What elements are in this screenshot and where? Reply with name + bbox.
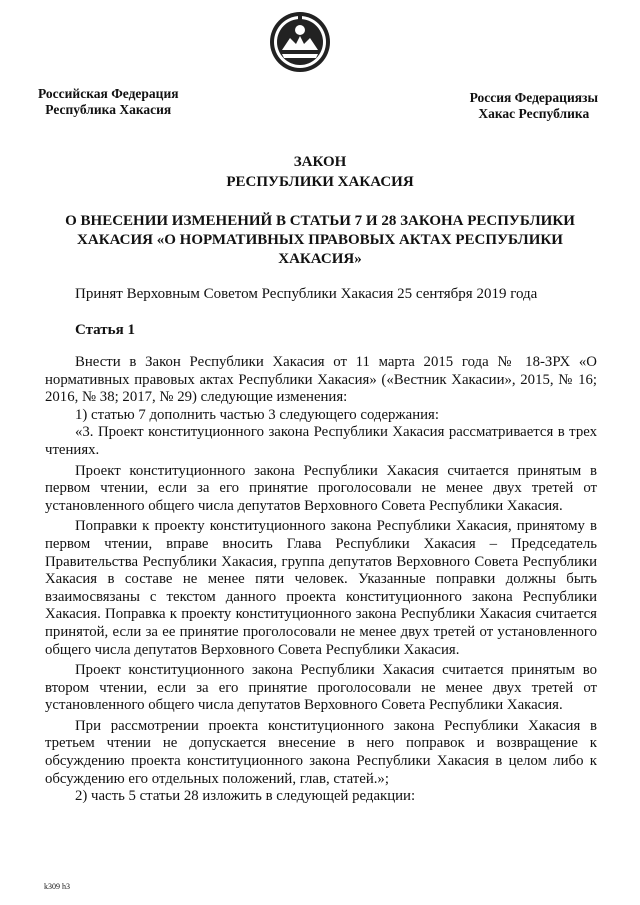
paragraph: Проект конституционного закона Республики Хакасия считается принятым в первом чтении, если за его принятие проголосовали не менее двух третей от установленного общего числа депутатов Верховного Совета Республики Хакасия. — [45, 462, 597, 514]
paragraph: Внести в Закон Республики Хакасия от 11 марта 2015 года № 18-ЗРХ «О нормативных правовых актах Республики Хакасия» («Вестник Хакасии», 2015, № 16; 2016, № 38; 2017, № 29) следующие изменения: — [45, 354, 597, 406]
paragraph: 2) часть 5 статьи 28 изложить в следующей редакции: — [75, 788, 416, 805]
header-left-line2: Республика Хакасия — [45, 102, 172, 117]
article-body — [45, 354, 597, 806]
coat-of-arms-icon — [268, 10, 332, 74]
header-right-line2: Хакас Республика — [478, 106, 590, 121]
law-title-region: РЕСПУБЛИКИ ХАКАСИЯ — [226, 174, 414, 190]
footer-code: k309 h3 — [44, 882, 70, 891]
paragraph: 1) статью 7 дополнить частью 3 следующего содержания: — [75, 406, 439, 423]
header-left — [38, 86, 179, 118]
header-left-line1: Российская Федерация — [38, 86, 179, 101]
paragraph: При рассмотрении проекта конституционного закона Республики Хакасия в третьем чтении не допускается внесение в него поправок и возвращение к обсуждению проекта конституционного закона Республики Хакасия в целом либо к обсуждению его отдельных положений, глав, статей.»; — [45, 717, 597, 787]
adoption-statement: Принят Верховным Советом Республики Хакасия 25 сентября 2019 года — [75, 286, 538, 302]
paragraph: Поправки к проекту конституционного закона Республики Хакасия, принятому в первом чтении, вправе вносить Глава Республики Хакасия – Председатель Правительства Республики Хакасия, группа депутатов Верховного Совета Республики Хакасия в составе не менее пяти человек. Указанные поправки должны быть взаимосвязаны с текстом данного проекта конституционного закона Республики Хакасия. Поправка к проекту конституционного закона Республики Хакасия считается принятой, если за ее принятие проголосовали не менее двух третей от установленного общего числа депутатов Верховного Совета Республики Хакасия. — [45, 518, 597, 658]
article-heading: Статья 1 — [75, 322, 135, 338]
header-right-line1: Россия Федерациязы — [469, 90, 598, 105]
paragraph: «3. Проект конституционного закона Республики Хакасия рассматривается в трех чтениях. — [45, 424, 597, 458]
law-subtitle: О ВНЕСЕНИИ ИЗМЕНЕНИЙ В СТАТЬИ 7 И 28 ЗАКОНА РЕСПУБЛИКИ ХАКАСИЯ «О НОРМАТИВНЫХ ПРАВОВЫХ АКТАХ РЕСПУБЛИКИ ХАКАСИЯ» — [65, 213, 575, 267]
law-title: ЗАКОН — [293, 154, 347, 170]
paragraph: Проект конституционного закона Республики Хакасия считается принятым во втором чтении, если за его принятие проголосовали не менее двух третей от установленного общего числа депутатов Верховного Совета Республики Хакасия. — [45, 662, 597, 714]
header-right — [470, 90, 598, 122]
